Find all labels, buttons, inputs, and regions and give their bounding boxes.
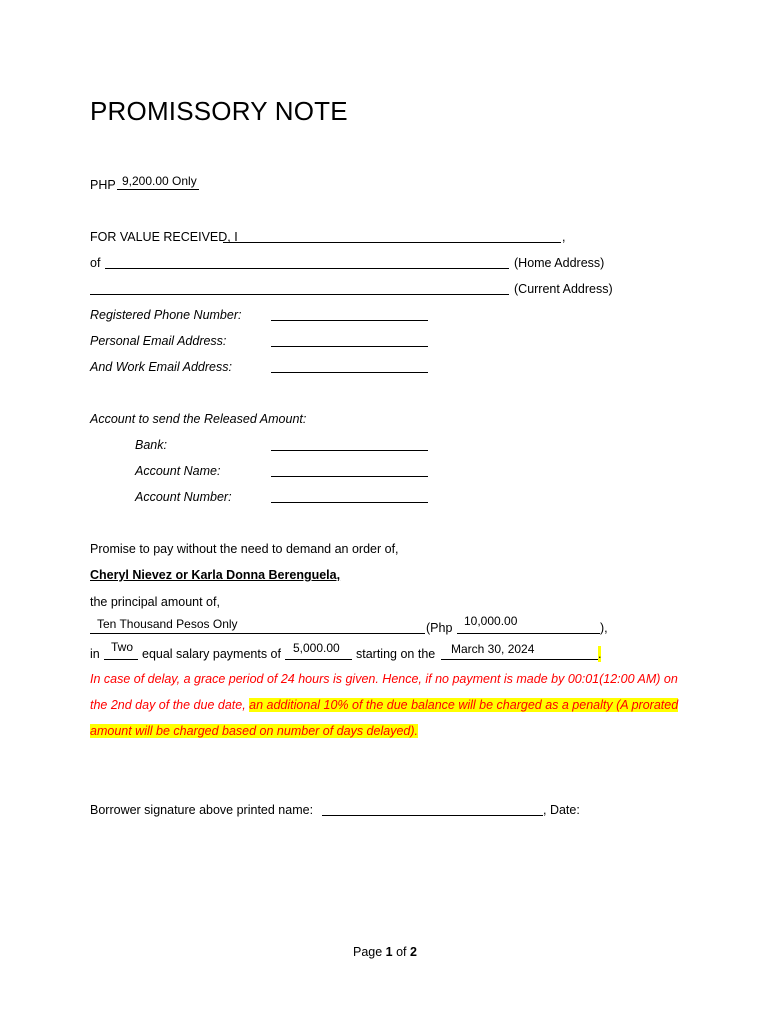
account-name-line <box>271 476 428 477</box>
footer-page-current: 1 <box>385 945 393 959</box>
delay-clause-line-2 <box>90 697 678 713</box>
close-paren: ), <box>600 621 608 635</box>
payee-name: Cheryl Nievez or Karla Donna Berenguela, <box>90 568 341 582</box>
delay-clause-line-1: In case of delay, a grace period of 24 hours is given. Hence, if no payment is made by 00:01(12:00 AM) on <box>90 672 678 686</box>
comma: , <box>562 230 566 244</box>
for-value-received-label: FOR VALUE RECEIVED, I <box>90 230 238 244</box>
footer-of: of <box>392 945 410 959</box>
date-label: , Date: <box>543 803 580 817</box>
personal-email-line <box>271 346 428 347</box>
delay-clause-line-3 <box>90 723 418 739</box>
signature-label: Borrower signature above printed name: <box>90 803 314 817</box>
bank-line <box>271 450 428 451</box>
current-address-line <box>90 294 509 295</box>
promise-text: Promise to pay without the need to demand an order of, <box>90 542 399 556</box>
php-open-label: (Php <box>426 621 453 635</box>
principal-label: the principal amount of, <box>90 595 220 609</box>
principal-figure-value: 10,000.00 <box>464 614 518 628</box>
footer-page-prefix: Page <box>353 945 386 959</box>
principal-words-line <box>90 633 425 634</box>
penalty-highlight-2: amount will be charged based on number of days delayed). <box>90 724 418 738</box>
home-address-line <box>105 268 509 269</box>
equal-payments-label: equal salary payments of <box>142 647 281 661</box>
delay-clause-line-2-plain: the 2nd day of the due date, <box>90 698 250 712</box>
period-mark: . <box>598 647 602 661</box>
payment-amount-line <box>285 659 352 660</box>
php-amount-value: 9,200.00 Only <box>122 174 197 188</box>
account-number-label: Account Number: <box>135 490 232 504</box>
payment-amount-value: 5,000.00 <box>293 641 340 655</box>
personal-email-label: Personal Email Address: <box>90 334 227 348</box>
work-email-label: And Work Email Address: <box>90 360 232 374</box>
start-date-line <box>441 659 598 660</box>
signature-line <box>322 815 543 816</box>
footer-page-total: 2 <box>410 945 417 959</box>
borrower-name-line <box>223 242 561 243</box>
work-email-line <box>271 372 428 373</box>
account-name-label: Account Name: <box>135 464 221 478</box>
of-label: of <box>90 256 101 270</box>
start-date-value: March 30, 2024 <box>451 642 535 656</box>
page-title: PROMISSORY NOTE <box>90 96 348 126</box>
installments-line <box>104 659 138 660</box>
penalty-highlight-1: an additional 10% of the due balance will be charged as a penalty (A prorated <box>249 698 679 712</box>
home-address-label: (Home Address) <box>514 256 605 270</box>
php-label: PHP <box>90 178 116 192</box>
bank-label: Bank: <box>135 438 167 452</box>
php-amount-line <box>117 189 199 190</box>
page-footer <box>353 944 417 960</box>
principal-figure-line <box>457 633 600 634</box>
current-address-label: (Current Address) <box>514 282 613 296</box>
starting-label: starting on the <box>356 647 436 661</box>
installments-value: Two <box>111 640 134 654</box>
phone-number-label: Registered Phone Number: <box>90 308 242 322</box>
account-heading: Account to send the Released Amount: <box>90 412 307 426</box>
phone-number-line <box>271 320 428 321</box>
principal-words-value: Ten Thousand Pesos Only <box>97 617 238 631</box>
account-number-line <box>271 502 428 503</box>
in-label: in <box>90 647 100 661</box>
